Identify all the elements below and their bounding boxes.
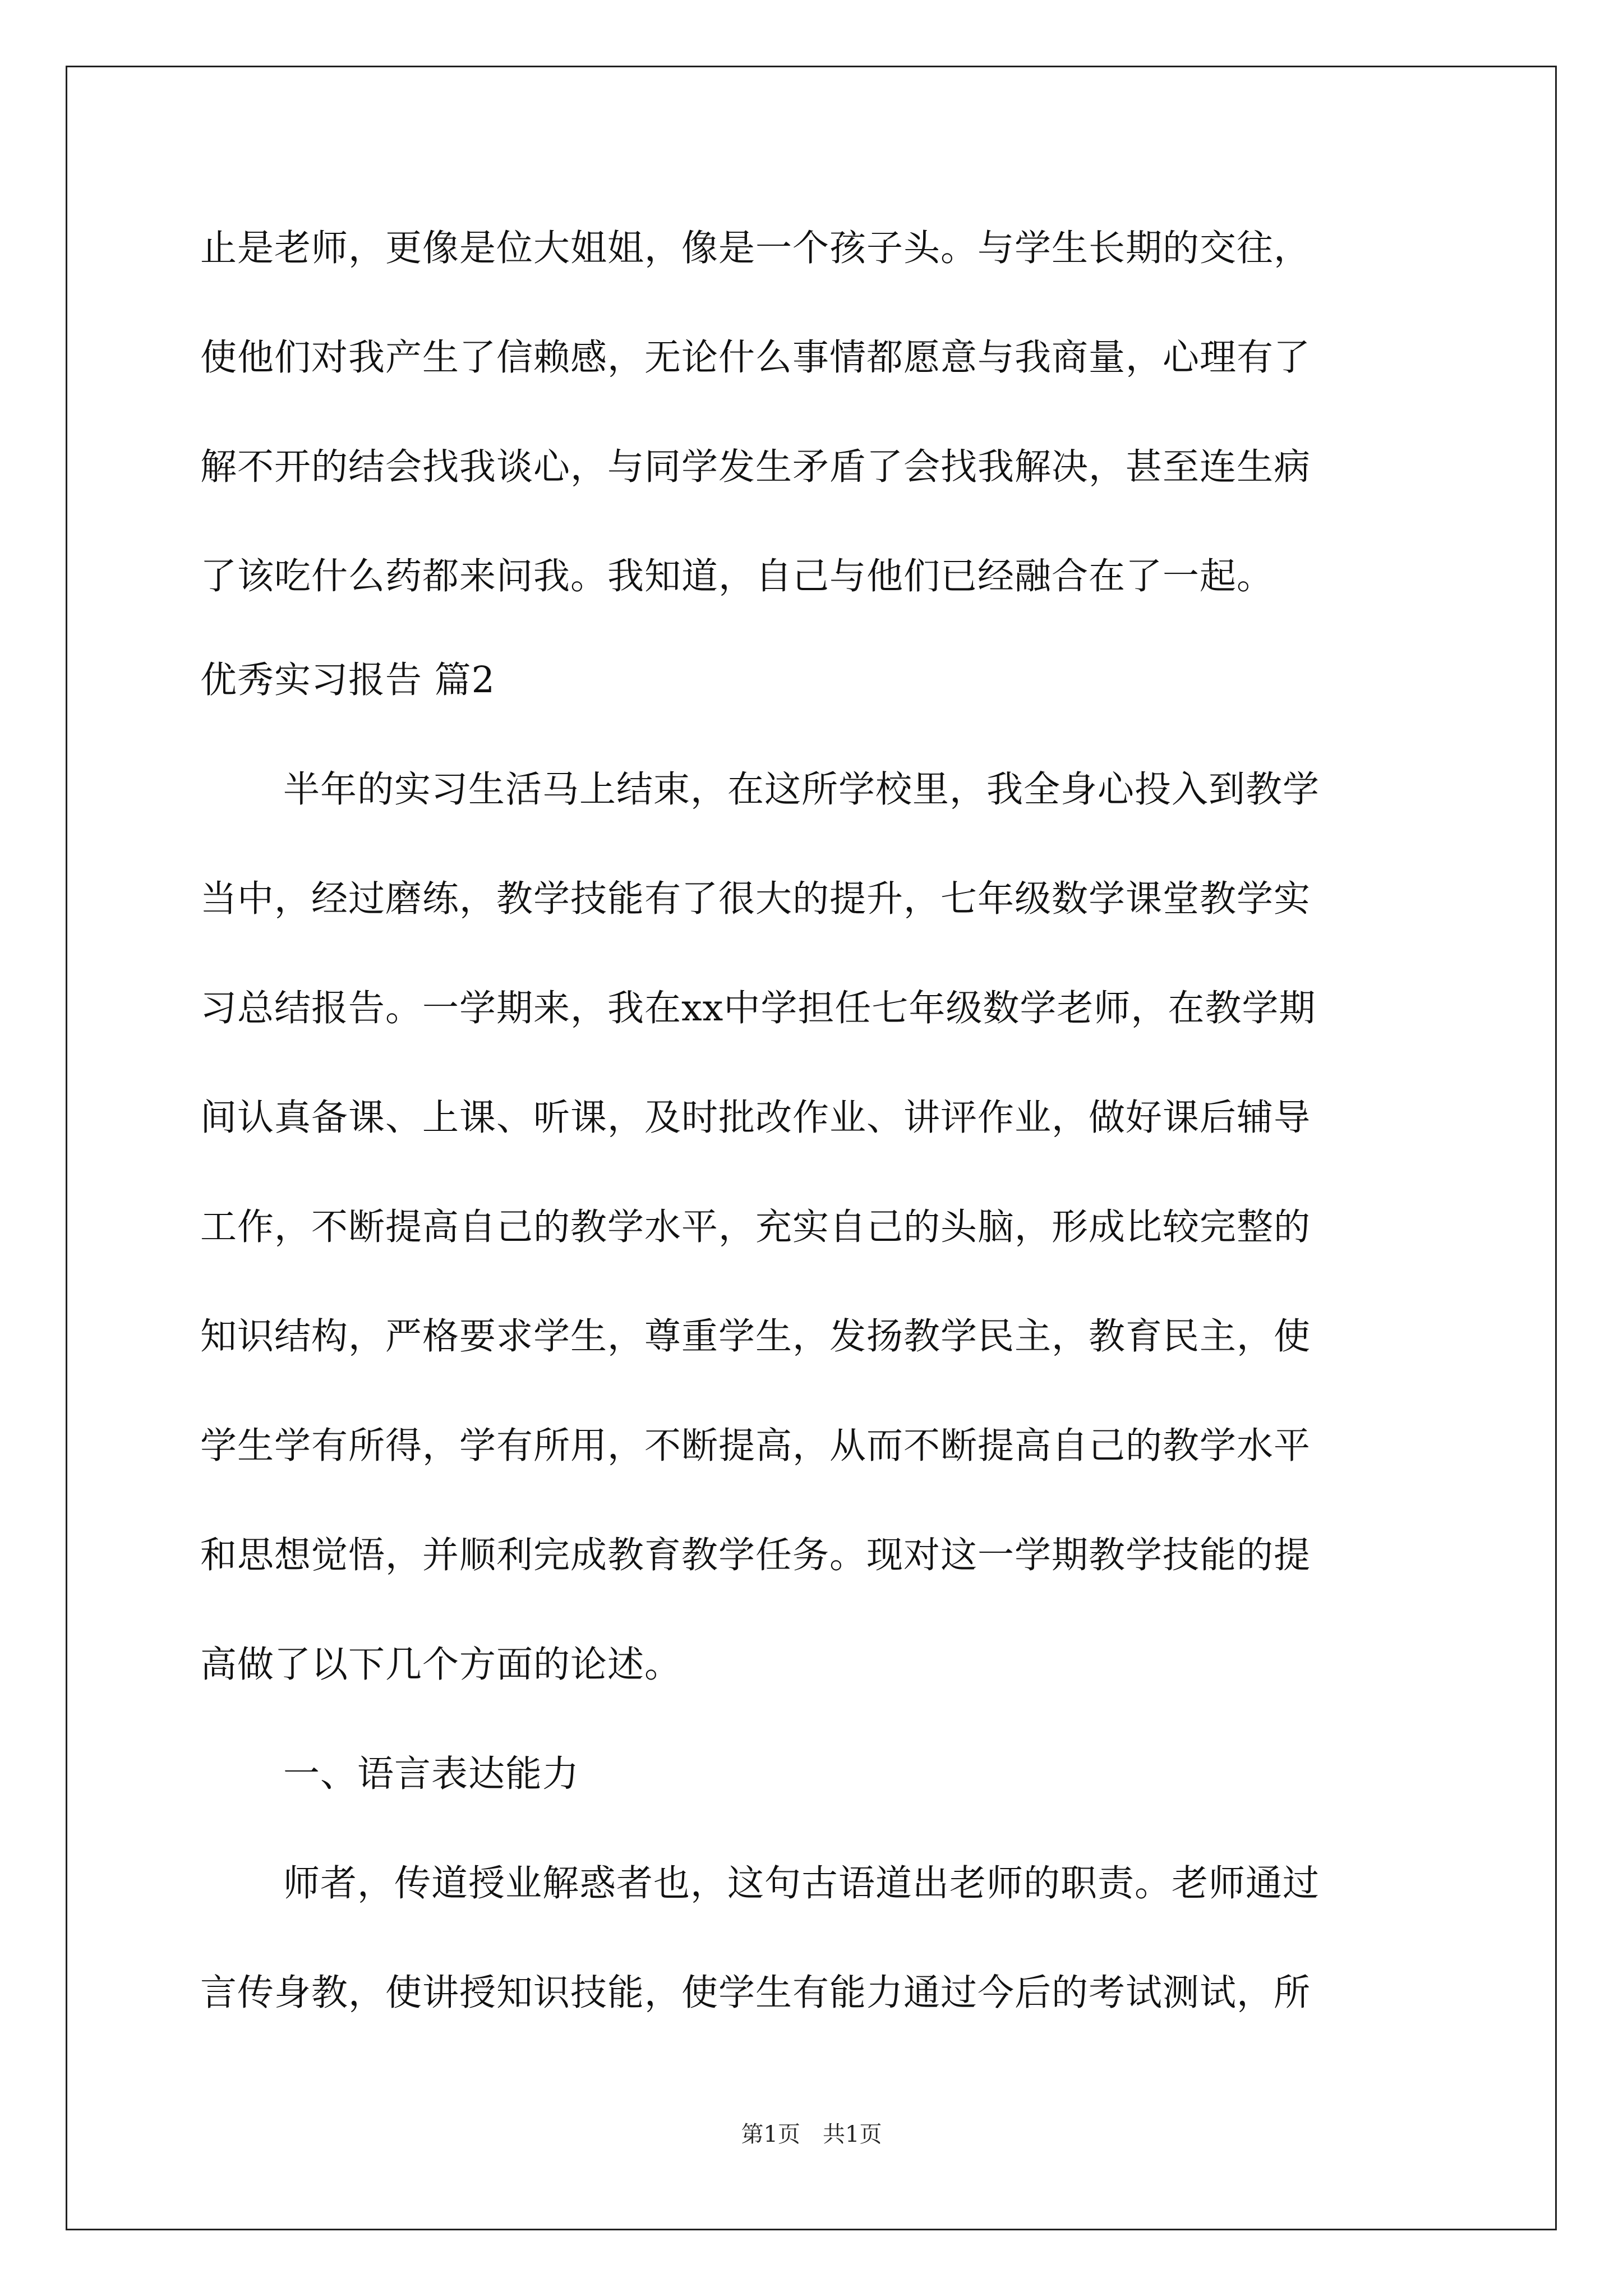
text-line: 间认真备课、上课、听课，及时批改作业、讲评作业，做好课后辅导 bbox=[200, 1097, 1311, 1139]
paragraph-first-line: 半年的实习生活马上结束，在这所学校里，我全身心投入到教学 bbox=[283, 769, 1320, 811]
text-line: 工作，不断提高自己的教学水平，充实自己的头脑，形成比较完整的 bbox=[200, 1206, 1311, 1248]
text-line: 使他们对我产生了信赖感，无论什么事情都愿意与我商量，心理有了 bbox=[200, 337, 1311, 379]
page-number-footer: 第1页 共1页 bbox=[741, 2122, 882, 2147]
text-line: 学生学有所得，学有所用，不断提高，从而不断提高自己的教学水平 bbox=[200, 1425, 1311, 1467]
text-line: 当中，经过磨练，教学技能有了很大的提升，七年级数学课堂教学实 bbox=[200, 878, 1311, 920]
text-line: 止是老师，更像是位大姐姐，像是一个孩子头。与学生长期的交往， bbox=[200, 227, 1311, 269]
section-heading: 优秀实习报告 篇2 bbox=[200, 659, 496, 701]
text-line: 高做了以下几个方面的论述。 bbox=[200, 1644, 682, 1686]
text-line: 和思想觉悟，并顺利完成教育教学任务。现对这一学期教学技能的提 bbox=[200, 1534, 1311, 1576]
text-line: 知识结构，严格要求学生，尊重学生，发扬教学民主，教育民主，使 bbox=[200, 1315, 1311, 1358]
subsection-heading: 一、语言表达能力 bbox=[283, 1753, 580, 1795]
text-line: 了该吃什么药都来问我。我知道，自己与他们已经融合在了一起。 bbox=[200, 555, 1274, 597]
paragraph-first-line: 师者，传道授业解惑者也，这句古语道出老师的职责。老师通过 bbox=[283, 1862, 1320, 1904]
text-line: 习总结报告。一学期来，我在xx中学担任七年级数学老师，在教学期 bbox=[200, 987, 1316, 1029]
text-line: 言传身教，使讲授知识技能，使学生有能力通过今后的考试测试，所 bbox=[200, 1972, 1311, 2014]
text-line: 解不开的结会找我谈心，与同学发生矛盾了会找我解决，甚至连生病 bbox=[200, 446, 1311, 488]
